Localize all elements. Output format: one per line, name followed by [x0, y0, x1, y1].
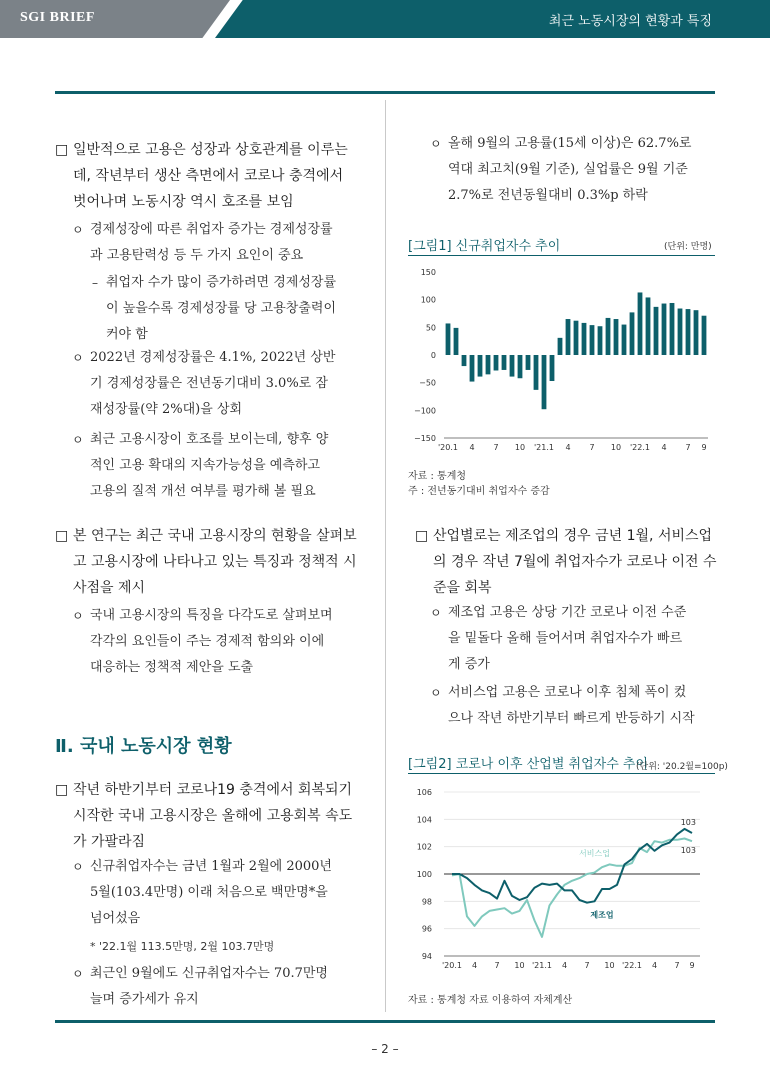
figure-2-rule [408, 773, 715, 774]
circle-bullet: ㅇ [430, 606, 442, 620]
y-tick-label: 150 [420, 268, 436, 277]
top-rule [55, 91, 715, 94]
bar [638, 292, 643, 355]
figure-1-chart [408, 260, 715, 460]
text-line: 사점을 제시 [73, 580, 146, 596]
text-line: 의 경우 작년 7월에 취업자수가 코로나 이전 수 [433, 554, 717, 570]
text-line: 각각의 요인들이 주는 경제적 함의와 이에 [90, 634, 325, 649]
text-line: 데, 작년부터 생산 측면에서 코로나 충격에서 [73, 168, 344, 184]
circle-bullet: ㅇ [72, 433, 84, 447]
right-top-sub [430, 131, 720, 209]
manufacturing-end-label: 103 [680, 817, 696, 827]
paragraph-3-sub-2 [72, 961, 370, 1013]
bar [446, 323, 451, 355]
x-tick-label: '22.1 [629, 443, 651, 452]
text-line: 으나 작년 하반기부터 빠르게 반등하기 시작 [448, 711, 695, 726]
bar [678, 309, 683, 355]
bar [582, 323, 587, 355]
x-tick-label: 7 [493, 443, 499, 452]
bar [470, 355, 475, 382]
x-tick-label: '22.1 [621, 961, 643, 970]
bar [518, 355, 523, 378]
text-line: 이 높을수록 경제성장률 당 고용창출력이 [106, 301, 337, 316]
figure-1-source [408, 469, 550, 499]
bar [598, 326, 603, 355]
manufacturing-series-label: 제조업 [590, 910, 614, 920]
paragraph-2 [55, 523, 370, 601]
bottom-rule [55, 1020, 715, 1023]
paragraph-1-sub-1 [72, 217, 370, 269]
figure-1-rule [408, 255, 715, 256]
x-tick-label: 9 [701, 443, 707, 452]
checkbox-bullet: □ [55, 142, 69, 158]
bar [502, 355, 507, 370]
text-line: 재성장률(약 2%대)을 상회 [90, 402, 243, 417]
bar [702, 316, 707, 355]
bar [566, 319, 571, 355]
circle-bullet: ㅇ [72, 967, 84, 981]
x-tick-label: 4 [561, 961, 568, 970]
bar [550, 355, 555, 381]
document-title: 최근 노동시장의 현황과 특징 [548, 14, 712, 29]
x-tick-label: 7 [674, 961, 680, 970]
x-tick-label: 4 [471, 961, 478, 970]
service-series-label: 서비스업 [579, 849, 610, 859]
paragraph-3 [55, 777, 370, 855]
paragraph-1-sub-2 [92, 270, 370, 348]
bar [510, 355, 515, 377]
figure-2-chart [408, 778, 715, 983]
text-line: 경제성장에 따른 취업자 증가는 경제성장률 [90, 222, 333, 237]
y-tick-label: −150 [414, 434, 436, 443]
text-line: 2022년 경제성장률은 4.1%, 2022년 상반 [90, 350, 336, 365]
x-tick-label: 7 [685, 443, 691, 452]
column-divider [385, 100, 386, 1012]
paragraph-1-sub-3 [72, 345, 370, 423]
text-line: 제조업 고용은 상당 기간 코로나 이전 수준 [448, 605, 687, 620]
figure-1-unit: (단위: 만명) [664, 242, 712, 252]
x-tick-label: 4 [565, 443, 571, 452]
bar [662, 304, 667, 355]
figure-2-title: [그림2] 코로나 이후 산업별 취업자수 추이 [408, 757, 649, 772]
text-line: 서비스업 고용은 코로나 이후 침체 폭이 컸 [448, 685, 687, 700]
x-tick-label: 4 [469, 443, 475, 452]
circle-bullet: ㅇ [72, 351, 84, 365]
footnote: * '22.1월 113.5만명, 2월 103.7만명 [90, 940, 275, 953]
text-line: 2.7%로 전년동월대비 0.3%p 하락 [448, 188, 648, 203]
bar [686, 309, 691, 355]
y-tick-label: −100 [414, 406, 436, 416]
manufacturing-series-line [452, 829, 692, 903]
text-line: 커야 함 [106, 327, 148, 342]
text-line: 고용의 질적 개선 여부를 평가해 볼 필요 [90, 484, 316, 499]
y-tick-label: 0 [430, 351, 436, 360]
text-line: 신규취업자수는 금년 1월과 2월에 2000년 [90, 859, 332, 874]
bar [654, 307, 659, 355]
text-line: 늘며 증가세가 유지 [90, 992, 199, 1007]
circle-bullet: ㅇ [430, 686, 442, 700]
x-tick-label: 10 [604, 961, 615, 970]
y-tick-label: −50 [419, 378, 436, 388]
page-number: – 2 – [371, 1042, 399, 1056]
bar [486, 355, 491, 374]
text-line: 적인 고용 확대의 지속가능성을 예측하고 [90, 458, 321, 473]
text-line: 최근 고용시장이 호조를 보이는데, 향후 양 [90, 432, 329, 447]
paragraph-4 [415, 523, 720, 601]
paragraph-4-sub-2 [430, 680, 720, 732]
circle-bullet: ㅇ [72, 223, 84, 237]
x-tick-label: 10 [610, 443, 622, 452]
text-line: 기 경제성장률은 전년동기대비 3.0%로 잠 [90, 376, 328, 391]
text-line: 본 연구는 최근 국내 고용시장의 현황을 살펴보 [73, 528, 357, 544]
bar [590, 325, 595, 355]
section-heading: Ⅱ. 국내 노동시장 현황 [55, 736, 232, 757]
y-tick-label: 100 [420, 295, 436, 305]
text-line: 작년 하반기부터 코로나19 충격에서 회복되기 [73, 782, 353, 798]
bar [694, 310, 699, 355]
paragraph-3-sub-1 [72, 854, 370, 932]
paragraph-1-sub-4 [72, 427, 370, 505]
bar [478, 355, 483, 377]
text-line: 올해 9월의 고용률(15세 이상)은 62.7%로 [448, 136, 692, 151]
bar [534, 355, 539, 390]
text-line: 과 고용탄력성 등 두 가지 요인이 중요 [90, 248, 304, 263]
checkbox-bullet: □ [415, 528, 429, 544]
bar [630, 312, 635, 355]
text-line: 시작한 국내 고용시장은 올해에 고용회복 속도 [73, 808, 353, 824]
bar [494, 355, 499, 370]
figure-2-unit: (단위: '20.2월=100p) [636, 762, 728, 772]
circle-bullet: ㅇ [72, 609, 84, 623]
dash-bullet: – [92, 276, 98, 290]
bar [542, 355, 547, 409]
y-tick-label: 102 [416, 842, 432, 852]
service-series-line [452, 839, 692, 937]
bar [622, 325, 627, 355]
x-tick-label: '21.1 [531, 961, 553, 970]
y-tick-label: 104 [416, 815, 432, 825]
x-tick-label: 4 [651, 961, 658, 970]
text-line: 넘어섰음 [90, 911, 141, 926]
text-line: 취업자 수가 많이 증가하려면 경제성장률 [106, 275, 337, 290]
text-line: 5월(103.4만명) 이래 처음으로 백만명*을 [90, 885, 328, 900]
text-line: 최근인 9월에도 신규취업자수는 70.7만명 [90, 966, 328, 981]
circle-bullet: ㅇ [430, 137, 442, 151]
x-tick-label: '20.1 [441, 961, 463, 970]
text-line: 가 가팔라짐 [73, 834, 146, 850]
y-tick-label: 96 [421, 924, 432, 934]
y-tick-label: 98 [421, 897, 432, 907]
bar [526, 355, 531, 370]
paragraph-1 [55, 137, 370, 215]
text-line: 고 고용시장에 나타나고 있는 특징과 정책적 시 [73, 554, 357, 570]
bar [670, 303, 675, 355]
bar [614, 319, 619, 355]
paragraph-4-sub-1 [430, 600, 720, 678]
text-line: 벗어나며 노동시장 역시 호조를 보임 [73, 194, 294, 210]
circle-bullet: ㅇ [72, 860, 84, 874]
x-tick-label: '20.1 [437, 443, 459, 452]
checkbox-bullet: □ [55, 782, 69, 798]
paragraph-1-text [55, 137, 370, 215]
x-tick-label: 10 [514, 443, 526, 452]
y-tick-label: 106 [416, 788, 432, 797]
text-line: 을 밑돌다 올해 들어서며 취업자수가 빠르 [448, 631, 683, 646]
text-line: 대응하는 정책적 제안을 도출 [90, 660, 254, 675]
page-header [0, 0, 770, 38]
x-tick-label: 7 [589, 443, 595, 452]
figure-1-title: [그림1] 신규취업자수 추이 [408, 239, 561, 254]
service-end-label: 103 [680, 846, 696, 856]
paragraph-2-sub-1 [72, 603, 370, 681]
figure-2-source: 자료 : 통계청 자료 이용하여 자체계산 [408, 995, 573, 1006]
text-line: 준을 회복 [433, 580, 492, 596]
figure-1-note-text: 주 : 전년동기대비 취업자수 증감 [408, 486, 550, 497]
x-tick-label: 4 [661, 443, 667, 452]
text-line: 국내 고용시장의 특징을 다각도로 살펴보며 [90, 608, 333, 623]
bar [646, 297, 651, 355]
bar [462, 355, 467, 366]
text-line: 일반적으로 고용은 성장과 상호관계를 이루는 [73, 142, 348, 158]
checkbox-bullet: □ [55, 528, 69, 544]
brand-label: SGI BRIEF [20, 10, 95, 25]
y-tick-label: 50 [425, 323, 436, 333]
x-tick-label: 7 [494, 961, 500, 970]
x-tick-label: '21.1 [533, 443, 555, 452]
x-tick-label: 10 [514, 961, 525, 970]
y-tick-label: 94 [421, 952, 432, 961]
bar [574, 321, 579, 355]
bar [606, 318, 611, 355]
text-line: 게 증가 [448, 657, 490, 672]
text-line: 역대 최고치(9월 기준), 실업률은 9월 기준 [448, 162, 688, 177]
bar [558, 338, 563, 355]
text-line: 산업별로는 제조업의 경우 금년 1월, 서비스업 [433, 528, 713, 544]
bar [454, 328, 459, 355]
x-tick-label: 7 [584, 961, 590, 970]
y-tick-label: 100 [416, 870, 432, 879]
x-tick-label: 9 [689, 961, 695, 970]
figure-1-source-text: 자료 : 통계청 [408, 471, 467, 482]
